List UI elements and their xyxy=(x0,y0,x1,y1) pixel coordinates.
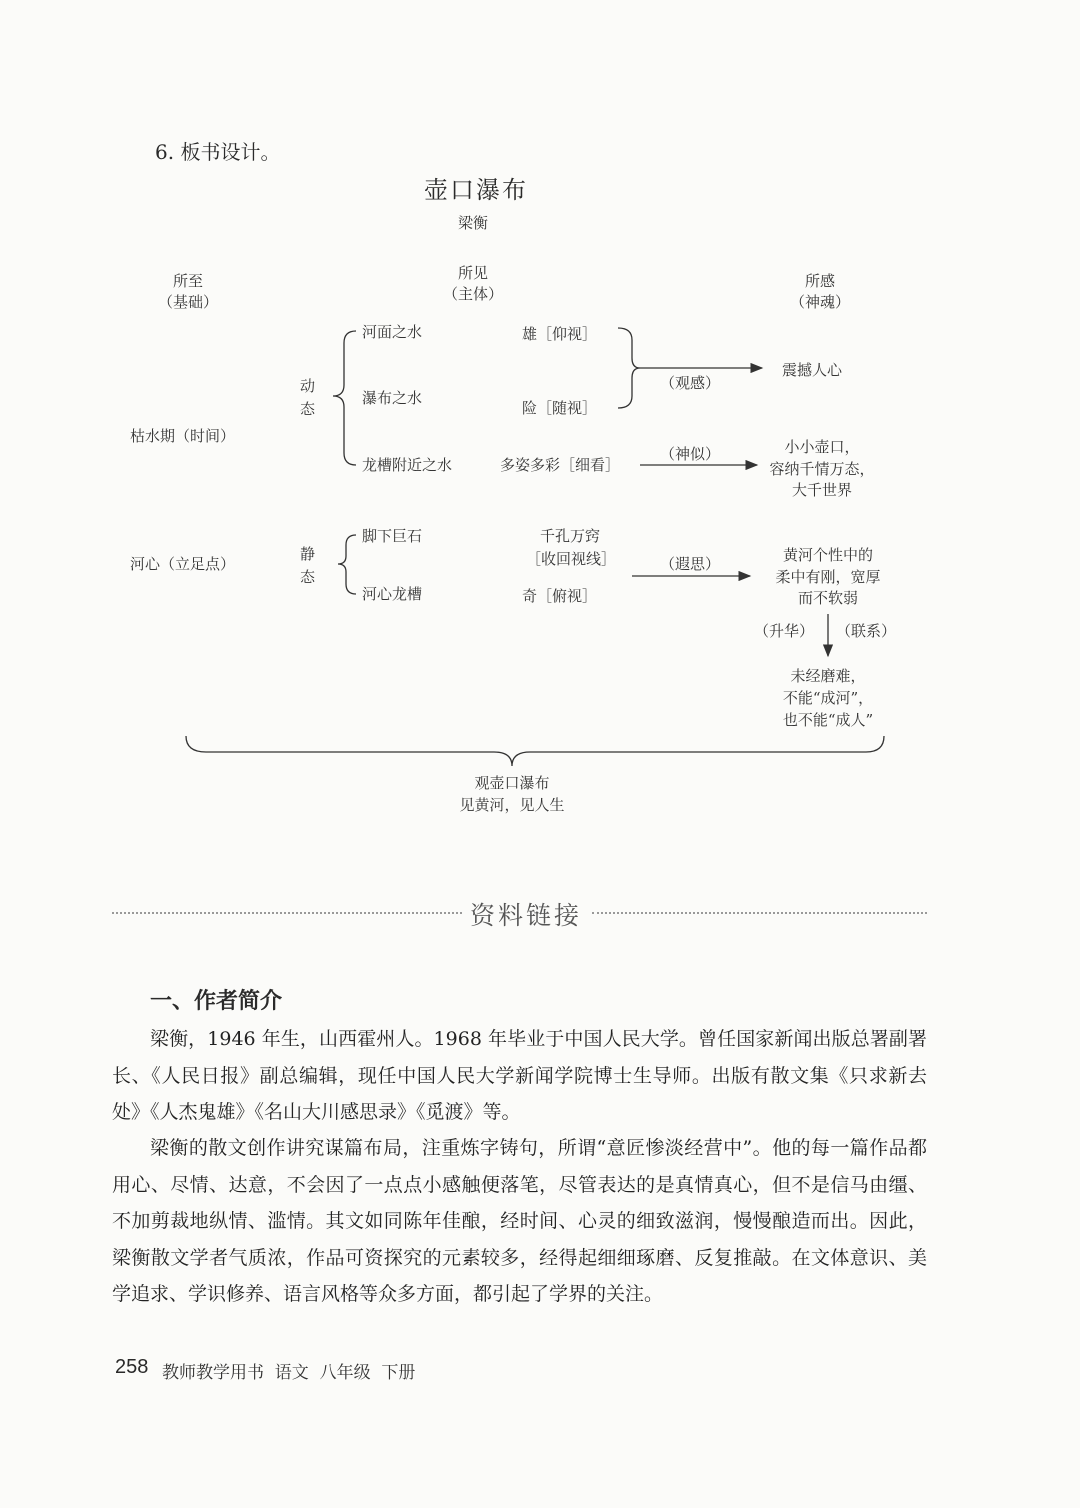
dynamic-label-2: 态 xyxy=(300,400,316,418)
summary-line-2: 见黄河，见人生 xyxy=(459,796,565,814)
section-banner: 资料链接 xyxy=(469,901,583,930)
column-left-label: 所至 xyxy=(172,272,204,290)
board-author: 梁衡 xyxy=(457,214,489,232)
arrow-label-connection: （联系） xyxy=(836,622,897,640)
static-label-1: 静 xyxy=(300,545,316,563)
dynamic-label-1: 动 xyxy=(300,377,316,395)
arrow-label-likeness: （神似） xyxy=(660,445,721,463)
dynamic-brace xyxy=(333,331,356,465)
dynamic-view-1: 雄［仰视］ xyxy=(522,325,598,343)
result-2-line-1: 小小壶口， xyxy=(784,438,860,456)
board-title: 壶口瀑布 xyxy=(424,176,528,204)
result-4-line-2: 不能“成河”， xyxy=(782,689,874,707)
result-3-line-1: 黄河个性中的 xyxy=(782,546,874,564)
result-4-line-3: 也不能“成人” xyxy=(782,711,874,729)
result-1: 震撼人心 xyxy=(782,361,843,379)
static-view-1: 千孔万窍 xyxy=(540,527,601,545)
divider-right xyxy=(592,912,927,914)
item-heading: 6. 板书设计。 xyxy=(155,140,281,164)
column-right-sub: （神魂） xyxy=(789,293,851,311)
divider-left xyxy=(112,912,462,914)
column-middle-sub: （主体） xyxy=(442,285,504,303)
column-middle-label: 所见 xyxy=(457,264,489,282)
section-heading: 一、作者简介 xyxy=(150,989,283,1014)
column-right-label: 所感 xyxy=(804,272,836,290)
summary-brace xyxy=(186,736,884,766)
static-brace xyxy=(338,535,356,594)
dynamic-item-river-surface: 河面之水 xyxy=(362,323,423,341)
result-3-line-2: 柔中有刚，宽厚 xyxy=(775,568,881,586)
paragraph-1: 梁衡，1946 年生，山西霍州人。1968 年毕业于中国人民大学。曾任国家新闻出版总署副署长、《人民日报》副总编辑，现任中国人民大学新闻学院博士生导师。出版有散文集《只求新去处》《人杰鬼雄》《名山大川感思录》《觅渡》等。 xyxy=(112,1028,927,1123)
result-2-line-2: 容纳千情万态， xyxy=(769,460,875,478)
arrow-label-sublimation: （升华） xyxy=(754,622,815,640)
dynamic-item-dragon-trough: 龙槽附近之水 xyxy=(362,456,453,474)
page-number: 258 xyxy=(115,1356,149,1378)
result-4-line-1: 未经磨难， xyxy=(790,667,866,685)
summary-line-1: 观壶口瀑布 xyxy=(474,774,550,792)
view-bracket xyxy=(618,328,640,408)
arrow-label-impression: （观感） xyxy=(660,374,721,392)
dynamic-item-waterfall: 瀑布之水 xyxy=(362,389,423,407)
static-view-3: 奇［俯视］ xyxy=(522,587,598,605)
left-item-time: 枯水期（时间） xyxy=(130,427,236,445)
result-2-line-3: 大千世界 xyxy=(791,481,853,499)
arrow-label-reverie: （遐思） xyxy=(660,555,721,573)
dynamic-view-3: 多姿多彩［细看］ xyxy=(500,456,621,474)
column-left-sub: （基础） xyxy=(157,293,219,311)
left-item-position: 河心（立足点） xyxy=(130,555,236,573)
book-title: 教师教学用书 语文 八年级 下册 xyxy=(162,1363,416,1383)
static-label-2: 态 xyxy=(300,568,316,586)
static-item-rocks: 脚下巨石 xyxy=(362,527,423,545)
result-3-line-3: 而不软弱 xyxy=(797,589,859,607)
paragraph-2: 梁衡的散文创作讲究谋篇布局，注重炼字铸句，所谓“意匠惨淡经营中”。他的每一篇作品都用心、尽情、达意，不会因了一点点小感触便落笔，尽管表达的是真情真心，但不是信马由缰、不加剪裁地纵情、滥情。其文如同陈年佳酿，经时间、心灵的细致滋润，慢慢酿造而出。因此，梁衡散文学者气质浓，作品可资探究的元素较多，经得起细细琢磨、反复推敲。在文体意识、美学追求、学识修养、语言风格等众多方面，都引起了学界的关注。 xyxy=(112,1137,927,1305)
static-view-2: ［收回视线］ xyxy=(526,550,617,568)
static-item-trough: 河心龙槽 xyxy=(362,585,423,603)
dynamic-view-2: 险［随视］ xyxy=(522,399,598,417)
